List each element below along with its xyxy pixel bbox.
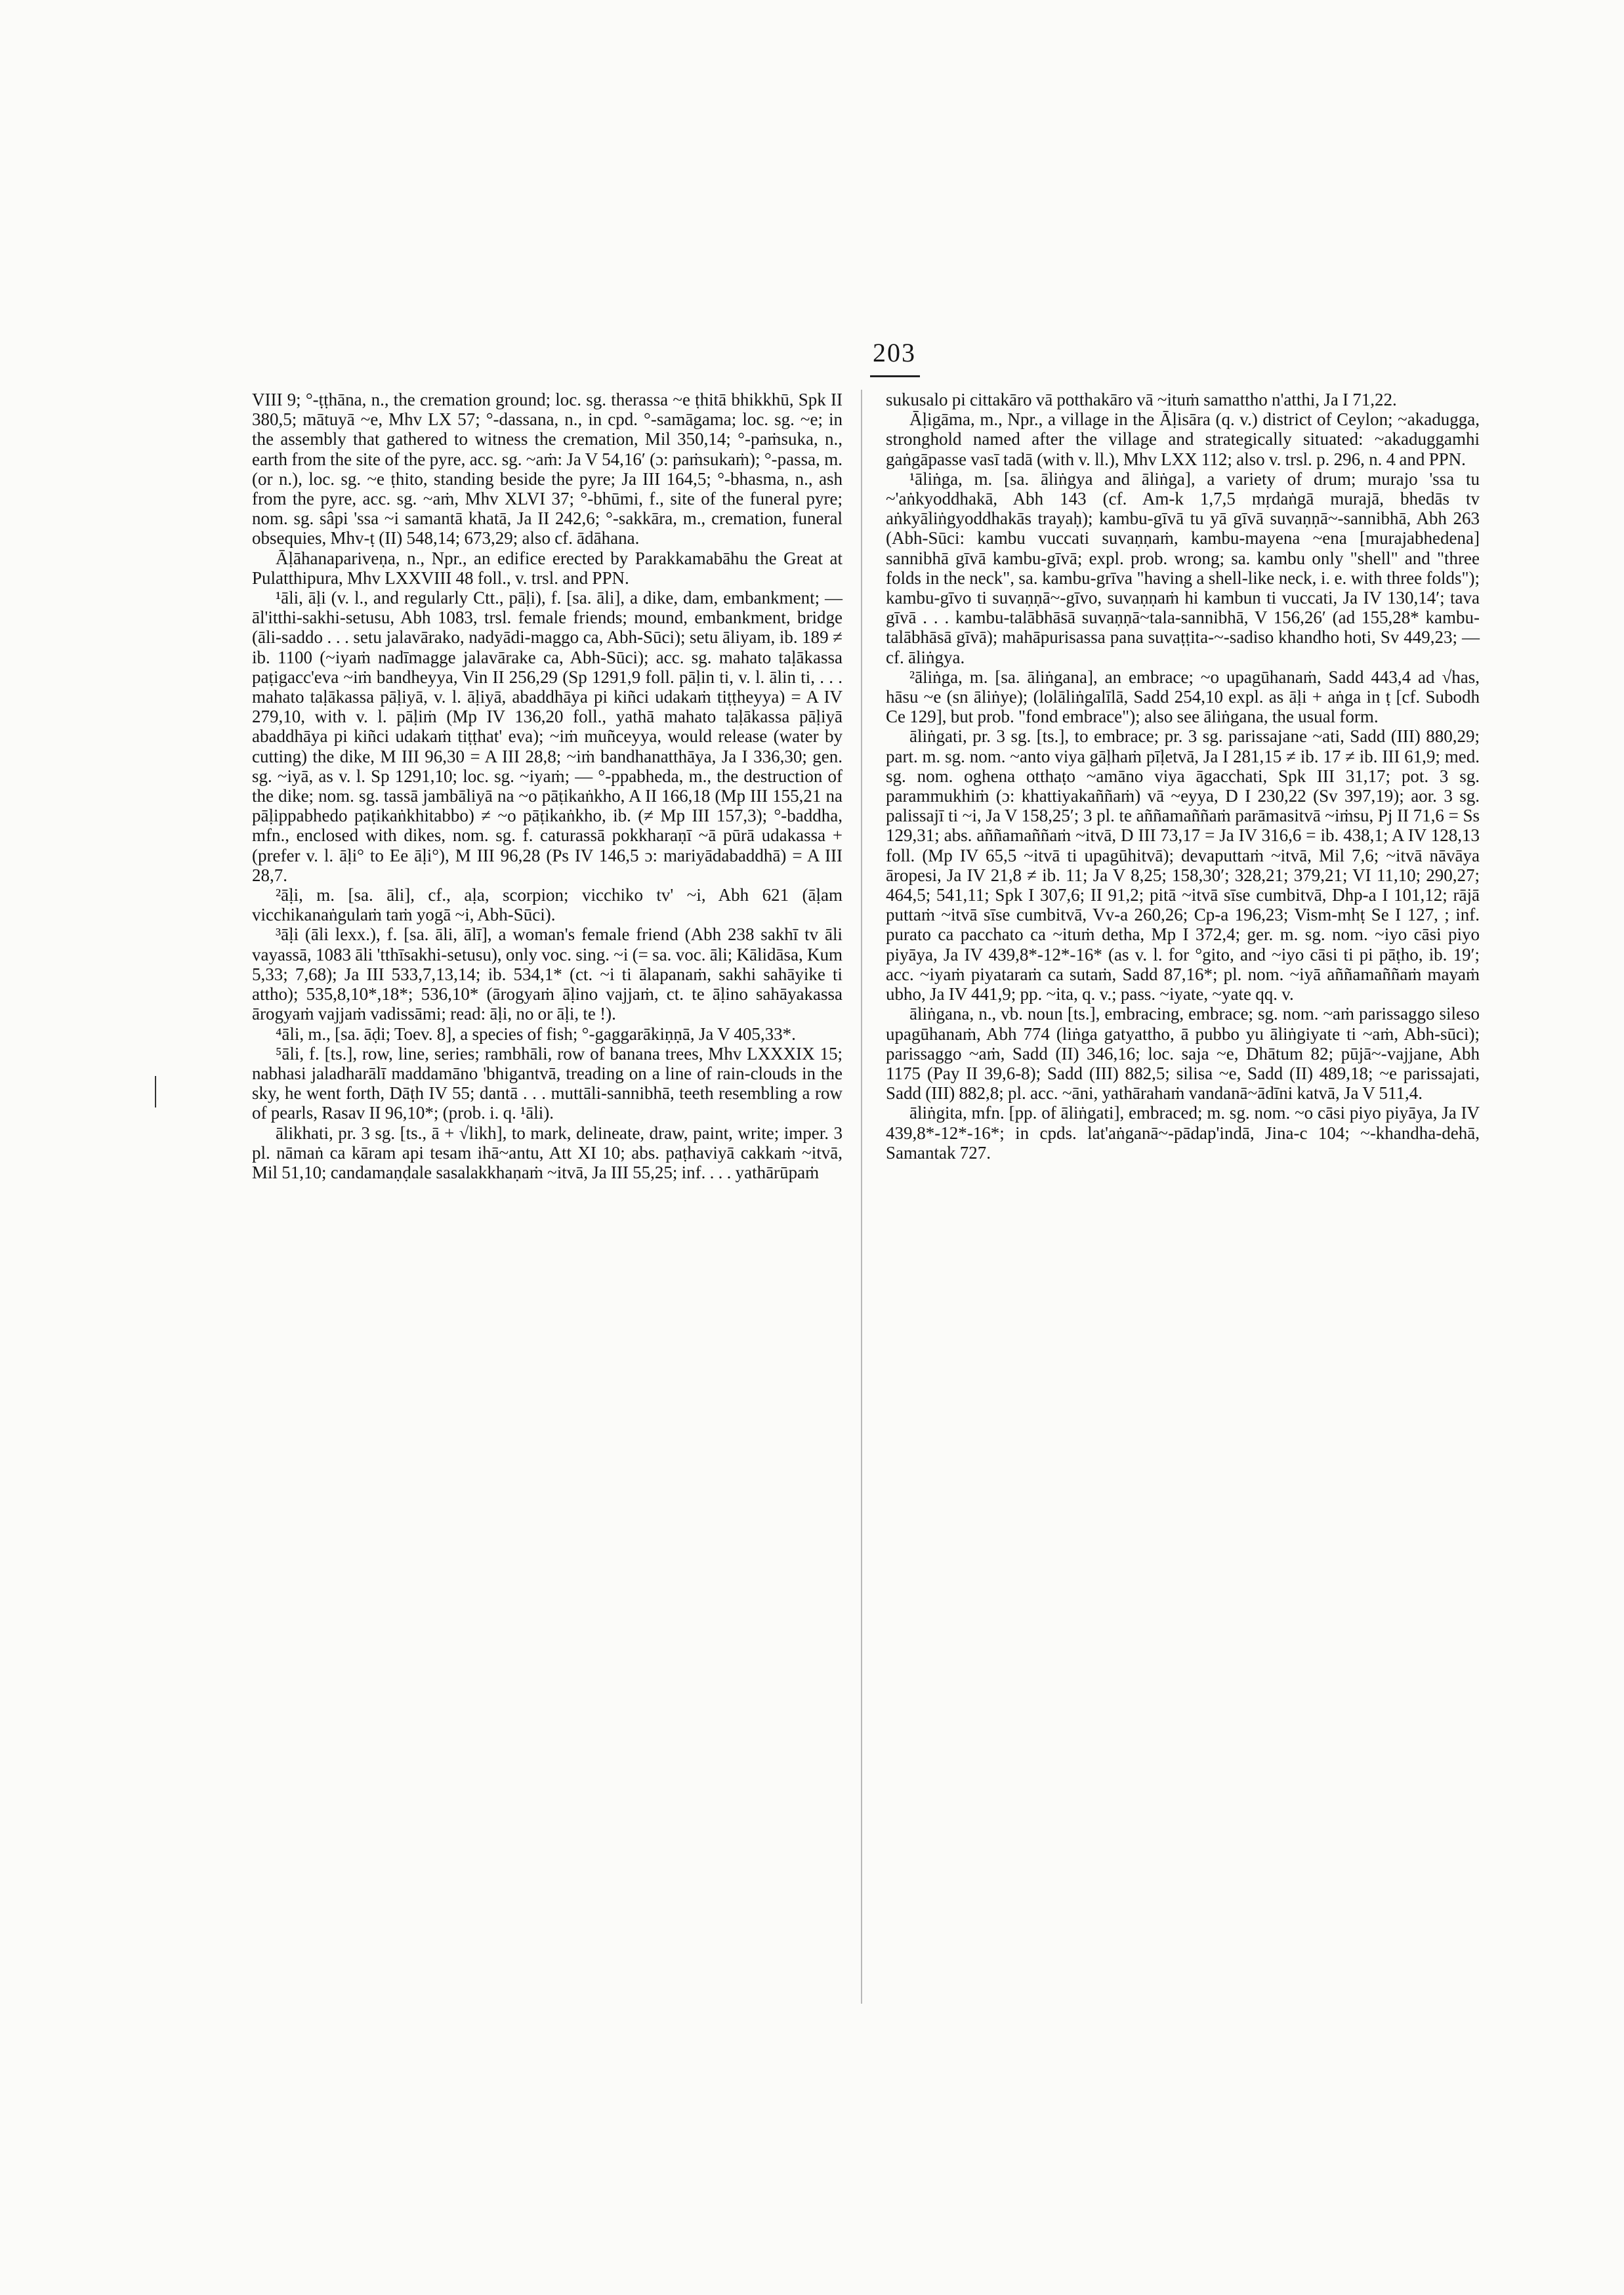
dictionary-entry: āliṅgana, n., vb. noun [ts.], embracing, embrace; sg. nom. ~aṁ parissaggo sileso upagūhanaṁ, Abh 774 (liṅga gatyattho, ā pubbo yu āliṅgiyate ti ~aṁ, Abh-sūci); parissaggo ~aṁ, Sadd (II) 346,16; loc. saja ~e, Dhātum 82; pūjā~-vajjane, Abh 1175 (Pay II 39,6-8); Sadd (III) 882,5; silisa ~e, Sadd (II) 489,18; ~e parissajati, Sadd (III) 882,8; pl. acc. ~āni, yathārahaṁ vandanā~ādīni katvā, Ja V 511,4. <box>886 1004 1480 1104</box>
dictionary-entry: ālikhati, pr. 3 sg. [ts., ā + √likh], to mark, delineate, draw, paint, write; imper. 3 pl. nāmaṅ ca kāram api tesam ihā~antu, Att XI 10; abs. paṭhaviyā cakkaṁ ~itvā, Mil 51,10; candamaṇḍale sasalakkhaṇaṁ ~itvā, Ja III 55,25; inf. . . . yathārūpaṁ <box>252 1123 843 1182</box>
margin-mark <box>155 1076 156 1107</box>
left-column <box>252 390 843 1182</box>
dictionary-entry: ²āliṅga, m. [sa. āliṅgana], an embrace; ~o upagūhanaṁ, Sadd 443,4 ad √has, hāsu ~e (sn āliṅye); (lolāliṅgalīlā, Sadd 254,10 expl. as āḷi + aṅga in ṭ [cf. Subodh Ce 129], but prob. "fond embrace"); also see āliṅgana, the usual form. <box>886 667 1480 727</box>
dictionary-entry: āliṅgati, pr. 3 sg. [ts.], to embrace; pr. 3 sg. parissajane ~ati, Sadd (III) 880,29; part. m. sg. nom. ~anto viya gāḷhaṁ pīḷetvā, Ja I 281,15 ≠ ib. 17 ≠ ib. III 61,9; med. sg. nom. oghena otthaṭo ~amāno viya āgacchati, Spk III 31,17; pot. 3 sg. parammukhiṁ (ɔ: khattiyakaññaṁ) vā ~eyya, D I 230,22 (Sv 397,19); aor. 3 sg. palissajī ti ~i, Ja V 158,25′; 3 pl. te aññamaññaṁ parāmasitvā ~iṁsu, Pj II 71,6 = Ss 129,31; abs. aññamaññaṁ ~itvā, D III 73,17 = Ja IV 316,6 = ib. 438,1; A IV 128,13 foll. (Mp IV 65,5 ~itvā ti upagūhitvā); devaputtaṁ ~itvā, Mil 7,6; ~itvā nāvāya āropesi, Ja IV 21,8 ≠ ib. 11; Ja V 8,25; 158,30′; 328,21; 379,21; VI 11,10; 290,27; 464,5; 541,11; Spk I 307,6; II 91,2; pitā ~itvā sīse cumbitvā, Dhp-a I 101,12; rājā puttaṁ ~itvā sīse cumbitvā, Vv-a 260,26; Cp-a 196,23; Vism-mhṭ Se I 127, ; inf. purato ca pacchato ca ~ituṁ detha, Mp I 372,4; ger. m. sg. nom. ~iyo cāsi piyo piyāya, Ja IV 439,8*-12*-16* (as v. l. for °gito, and ~iyo cāsi ti pi pāṭho, ib. 19′; acc. ~iyaṁ piyataraṁ ca sutaṁ, Sadd 87,16*; pl. nom. ~iyā aññamaññaṁ mayaṁ ubho, Ja IV 441,9; pp. ~ita, q. v.; pass. ~iyate, ~yate qq. v. <box>886 726 1480 1004</box>
dictionary-entry: sukusalo pi cittakāro vā potthakāro vā ~ituṁ samattho n'atthi, Ja I 71,22. <box>886 390 1397 409</box>
dictionary-entry: ⁴āli, m., [sa. āḍi; Toev. 8], a species of fish; °-gaggarākiṇṇā, Ja V 405,33*. <box>276 1023 796 1044</box>
dictionary-entry: ¹āliṅga, m. [sa. āliṅgya and āliṅga], a variety of drum; murajo 'ssa tu ~'aṅkyoddhakā, Abh 143 (cf. Am-k 1,7,5 mṛdaṅgā murajā, bhedās tv aṅkyāliṅgyoddhakās trayaḥ); kambu-gīvā tu yā gīvā suvaṇṇā~-sannibhā, Abh 263 (Abh-Sūci: kambu vuccati suvaṇṇaṁ, kambu-mayena ~ena [murajabhedena] sannibhā gīvā kambu-gīvā; expl. prob. wrong; sa. kambu only "shell" and "three folds in the neck", sa. kambu-grīva "having a shell-like neck, i. e. with three folds"); kambu-gīvo ti suvaṇṇā~-gīvo, suvaṇṇaṁ hi kambun ti vuccati, Ja IV 130,14′; tava gīvā . . . kambu-talābhāsā suvaṇṇā~tala-sannibhā, V 156,26′ (ad 155,28* kambu-talābhāsā gīvā); mahāpurisassa pana suvaṭṭita-~-sadiso khandho hoti, Sv 449,23; — cf. āliṅgya. <box>886 468 1480 667</box>
column-divider <box>861 390 862 2004</box>
page-number-underline <box>870 375 920 377</box>
dictionary-entry: ²āḷi, m. [sa. āli], cf., aḷa, scorpion; vicchiko tv' ~i, Abh 621 (āḷam vicchikanaṅgulaṁ taṁ yogā ~i, Abh-Sūci). <box>252 885 843 925</box>
dictionary-entry: VIII 9; °-ṭṭhāna, n., the cremation ground; loc. sg. therassa ~e ṭhitā bhikkhū, Spk II 380,5; mātuyā ~e, Mhv LX 57; °-dassana, n., in cpd. °-samāgama; loc. sg. ~e; in the assembly that gathered to witness the cremation, Mil 350,14; °-paṁsuka, n., earth from the site of the pyre, acc. sg. ~aṁ: Ja V 54,16′ (ɔ: paṁsukaṁ); °-passa, m. (or n.), loc. sg. ~e ṭhito, standing beside the pyre; Ja III 164,5; °-bhasma, n., ash from the pyre, acc. sg. ~aṁ, Mhv XLVI 37; °-bhūmi, f., site of the funeral pyre; nom. sg. sâpi 'ssa ~i samantā khatā, Ja II 242,6; °-sakkāra, m., cremation, funeral obsequies, Mhv-ṭ (II) 548,14; 673,29; also cf. ādāhana. <box>252 390 843 548</box>
dictionary-entry: ⁵āli, f. [ts.], row, line, series; rambhāli, row of banana trees, Mhv LXXXIX 15; nabhasi jaladharālī maddamāno 'bhigantvā, treading on a line of rain-clouds in the sky, he went forth, Dāṭh IV 55; dantā . . . muttāli-sannibhā, teeth resembling a row of pearls, Rasav II 96,10*; (prob. i. q. ¹āli). <box>252 1043 843 1123</box>
dictionary-entry: āliṅgita, mfn. [pp. of āliṅgati], embraced; m. sg. nom. ~o cāsi piyo piyāya, Ja IV 439,8*-12*-16*; in cpds. lat'aṅganā~-pādap'indā, Jina-c 104; ~-khandha-dehā, Samantak 727. <box>886 1103 1480 1163</box>
dictionary-entry: Āḷāhanapariveṇa, n., Npr., an edifice erected by Parakkamabāhu the Great at Pulatthipura, Mhv LXXVIII 48 foll., v. trsl. and PPN. <box>252 548 843 588</box>
dictionary-entry: Āḷigāma, m., Npr., a village in the Āḷisāra (q. v.) district of Ceylon; ~akaduggа, stronghold named after the village and strategically situated: ~akaduggamhi gaṅgāpasse vasī tadā (with v. ll.), Mhv LXX 112; also v. trsl. p. 296, n. 4 and PPN. <box>886 409 1480 469</box>
right-column <box>886 390 1480 1163</box>
dictionary-entry: ¹āli, āḷi (v. l., and regularly Ctt., pāḷi), f. [sa. āli], a dike, dam, embankment; — āl'itthi-sakhi-setusu, Abh 1083, trsl. female friends; mound, embankment, bridge (āli-saddo . . . setu jalavārako, nadyādi-maggo ca, Abh-Sūci); setu āliyam, ib. 189 ≠ ib. 1100 (~iyaṁ nadīmagge jalavārake ca, Abh-Sūci); acc. sg. mahato taḷākassa paṭigacc'eva ~iṁ bandheyya, Vin II 256,29 (Sp 1291,9 foll. pāḷin ti, v. l. ālin ti, . . . mahato taḷākassa pāḷiyā, v. l. āḷiyā, abaddhāya pi kiñci udakaṁ tiṭṭheyya) = A IV 279,10, with v. l. pāḷiṁ (Mp IV 136,20 foll., yathā mahato taḷākassa pāḷiyā abaddhāya pi kiñci udakaṁ tiṭṭhat' eva); ~iṁ muñceyya, would release (water by cutting) the dike, M III 96,30 = A III 28,8; ~iṁ bandhanatthāya, Ja I 336,30; gen. sg. ~iyā, as v. l. Sp 1291,10; loc. sg. ~iyaṁ; — °-ppabheda, m., the destruction of the dike; nom. sg. tassā jambāliyā na ~o pāṭikaṅkho, A II 166,18 (Mp III 155,21 na pāḷippabhedo paṭikaṅkhitabbo) ≠ ~o pāṭikaṅkho, ib. (≠ Mp III 157,3); °-baddha, mfn., enclosed with dikes, nom. sg. f. caturassā pokkharaṇī ~ā pūrā udakassa + (prefer v. l. āḷi° to Ee āḷi°), M III 96,28 (Ps IV 146,5 ɔ: mariyādabaddhā) = A III 28,7. <box>252 588 843 885</box>
dictionary-entry: ³āḷi (āli lexx.), f. [sa. āli, ālī], a woman's female friend (Abh 238 sakhī tv āli vayassā, 1083 āli 'tthīsakhi-setusu), only voc. sing. ~i (= sa. voc. āli; Kālidāsa, Kum 5,33; 7,68); Ja III 533,7,13,14; ib. 534,1* (ct. ~i ti ālapanaṁ, sakhi sahāyike ti attho); 535,8,10*,18*; 536,10* (ārogyaṁ āḷino vajjaṁ, ct. te āḷino sahāyakassa ārogyaṁ vajjaṁ vadissāmi; read: āḷi, no or āḷi, te !). <box>252 924 843 1024</box>
page-number: 203 <box>873 338 916 367</box>
